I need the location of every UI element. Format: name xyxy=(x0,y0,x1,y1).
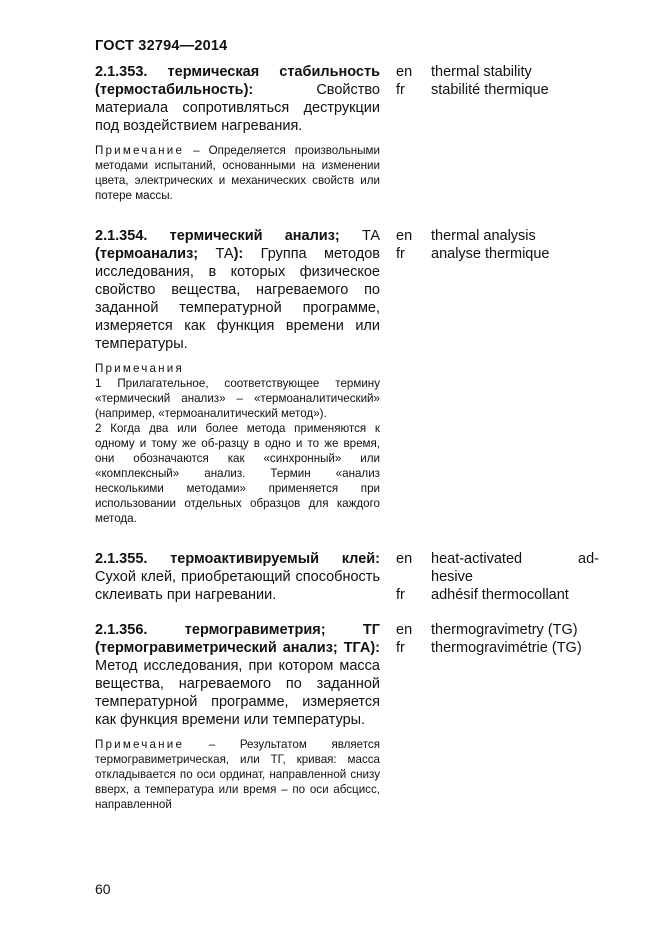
equivalent-fr: adhésif thermocollant xyxy=(431,587,569,603)
term-synonym: (термоанализ; xyxy=(95,246,199,262)
entry-2-1-356 xyxy=(95,621,610,836)
notes-block xyxy=(95,361,380,526)
equivalent-column xyxy=(431,227,599,263)
note-text: – Определяется произвольными методами испытаний, основанными на изменении цвета, электрических и механических свойств или потере массы. xyxy=(95,144,380,202)
equivalent-column xyxy=(431,63,599,99)
entry-2-1-354 xyxy=(95,227,610,547)
term-column xyxy=(95,63,380,203)
note-label: Примечание xyxy=(95,738,185,751)
lang-code-en: en xyxy=(396,228,413,244)
definition-paragraph xyxy=(95,63,380,135)
entry-number: 2.1.355. xyxy=(95,551,148,567)
equivalent-fr: analyse thermique xyxy=(431,246,550,262)
term-name: термоактивируемый клей: xyxy=(170,551,380,567)
note-block xyxy=(95,737,380,812)
lang-code-fr: fr xyxy=(396,640,405,656)
lang-code-en: en xyxy=(396,64,413,80)
note-block xyxy=(95,143,380,203)
equivalent-column xyxy=(431,550,599,604)
equivalent-fr: thermogravimétrie (TG) xyxy=(431,640,582,656)
equivalent-en-line-1 xyxy=(431,550,599,568)
term-name: термический анализ; xyxy=(169,228,340,244)
equivalent-en-part-3: hesive xyxy=(431,569,473,585)
definition-paragraph xyxy=(95,227,380,353)
term-abbreviation: ТА xyxy=(361,228,380,244)
term-name: термическая стабильность (термостабильность): xyxy=(95,64,380,98)
term-column xyxy=(95,550,380,604)
lang-code-en: en xyxy=(396,622,413,638)
entry-2-1-355 xyxy=(95,550,610,610)
term-column xyxy=(95,227,380,526)
term-column xyxy=(95,621,380,812)
note-2: 2 Когда два или более метода применяются к одному и тому же об-разцу в одно и то же время, они обозначаются как «синхронный» или «комплексный» анализ. Термин «анализ несколькими методами» применяется при использовании отдельных образцов для каждого метода. xyxy=(95,422,380,525)
note-label: Примечание xyxy=(95,144,185,157)
language-column xyxy=(396,227,420,263)
entry-number: 2.1.356. xyxy=(95,622,148,638)
lang-code-en: en xyxy=(396,551,413,567)
language-column xyxy=(396,550,420,604)
lang-code-fr: fr xyxy=(396,246,405,262)
notes-label: Примечания xyxy=(95,362,184,375)
definition-text: Свойство материала сопротивляться деструкции под воздействием нагревания. xyxy=(95,82,380,134)
equivalent-column xyxy=(431,621,599,657)
equivalent-en: thermal stability xyxy=(431,64,532,80)
note-1: 1 Прилагательное, соответствующее термину «термический анализ» – «термоаналитический» (например, «термоаналитический метод»). xyxy=(95,377,380,420)
definition-text: Метод исследования, при котором масса вещества, нагреваемого по заданной температурной программе, измеряется как функция времени или температуры. xyxy=(95,658,380,728)
equivalent-en-part-1: heat-activated xyxy=(431,551,523,567)
entry-number: 2.1.354. xyxy=(95,228,148,244)
term-close: ): xyxy=(233,246,244,262)
entry-number: 2.1.353. xyxy=(95,64,148,80)
equivalent-en-part-2: ad- xyxy=(578,551,599,567)
note-text: – Результатом является термогравиметрическая, или ТГ, кривая: масса откладывается по оси ординат, направленной снизу вверх, а температура или время – по оси абсцисс, направленной xyxy=(95,738,380,811)
equivalent-en: thermogravimetry (TG) xyxy=(431,622,578,638)
equivalent-fr: stabilité thermique xyxy=(431,82,549,98)
term-name: термогравиметрия; ТГ (термогравиметрический анализ; ТГА): xyxy=(95,622,380,656)
document-header: ГОСТ 32794—2014 xyxy=(95,38,228,54)
lang-code-fr: fr xyxy=(396,82,405,98)
page-number: 60 xyxy=(95,881,111,897)
language-column xyxy=(396,621,420,657)
definition-text: Сухой клей, приобретающий способность склеивать при нагревании. xyxy=(95,569,380,603)
entry-2-1-353 xyxy=(95,63,610,213)
equivalent-en: thermal analysis xyxy=(431,228,536,244)
definition-paragraph xyxy=(95,621,380,729)
definition-paragraph xyxy=(95,550,380,604)
definition-text: Группа методов исследования, в которых физическое свойство вещества, нагреваемого по заданной температурной программе, измеряется как функция времени или температуры. xyxy=(95,246,381,352)
synonym-abbreviation: ТА xyxy=(215,246,234,262)
language-column xyxy=(396,63,420,99)
lang-code-fr: fr xyxy=(396,587,405,603)
